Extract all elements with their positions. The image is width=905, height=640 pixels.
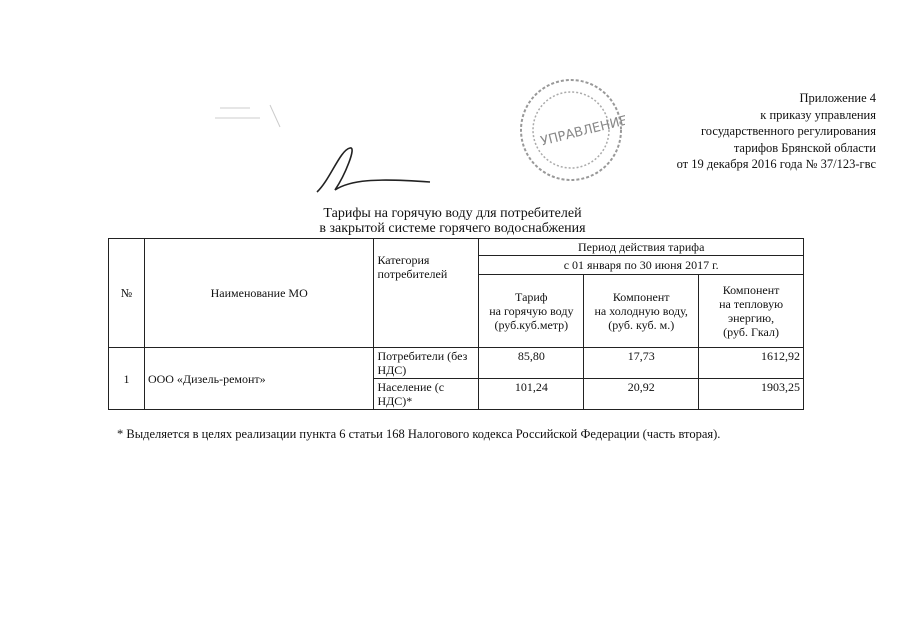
header-period-value: с 01 января по 30 июня 2017 г.: [479, 256, 804, 275]
header-cold-line: Компонент: [612, 290, 670, 304]
appendix-header: [677, 90, 876, 173]
header-component-cold: [584, 275, 699, 348]
table-header-row-1: [109, 239, 804, 256]
tariff-table: [108, 238, 804, 410]
row-tariff: 85,80: [479, 348, 584, 379]
faint-stamp-mark: [210, 100, 290, 130]
table-row: [109, 348, 804, 379]
header-period: Период действия тарифа: [479, 239, 804, 256]
header-cold-line: на холодную воду,: [594, 304, 688, 318]
row-heat: 1612,92: [699, 348, 804, 379]
header-heat-line: Компонент: [722, 283, 780, 297]
header-component-heat: [699, 275, 804, 348]
header-mo-name: Наименование МО: [144, 239, 374, 348]
round-seal-stamp: [517, 76, 625, 184]
appendix-line-1: Приложение 4: [799, 91, 876, 105]
document-title: [0, 206, 905, 236]
appendix-line-3: государственного регулирования: [700, 124, 876, 138]
row-category: Потребители (без НДС): [374, 348, 479, 379]
title-line-1: Тарифы на горячую воду для потребителей: [323, 206, 582, 221]
footnote: * Выделяется в целях реализации пункта 6 статьи 168 Налогового кодекса Российской Федерации (часть вторая).: [117, 427, 721, 441]
header-tariff-line: (руб.куб.метр): [494, 318, 569, 332]
header-tariff-line: на горячую воду: [489, 304, 574, 318]
header-category: Категория потребителей: [374, 239, 479, 348]
org-name: ООО «Дизель-ремонт»: [144, 348, 374, 410]
handwritten-signature: [305, 140, 435, 200]
header-heat-line: (руб. Гкал): [723, 325, 779, 339]
row-heat: 1903,25: [699, 379, 804, 410]
header-tariff-hot: [479, 275, 584, 348]
row-cold: 20,92: [584, 379, 699, 410]
appendix-line-4: тарифов Брянской области: [733, 140, 876, 155]
appendix-line-2: к приказу управления: [760, 107, 876, 122]
appendix-line-5: от 19 декабря 2016 года № 37/123-гвс: [676, 157, 876, 171]
header-tariff-line: Тариф: [515, 290, 548, 304]
svg-text:УПРАВЛЕНИЕ: УПРАВЛЕНИЕ: [539, 113, 625, 150]
row-tariff: 101,24: [479, 379, 584, 410]
row-cold: 17,73: [584, 348, 699, 379]
row-category: Население (с НДС)*: [374, 379, 479, 410]
title-line-2: в закрытой системе горячего водоснабжения: [319, 221, 586, 236]
header-cold-line: (руб. куб. м.): [608, 318, 675, 332]
org-number: 1: [109, 348, 145, 410]
header-heat-line: на тепловую: [719, 297, 784, 311]
header-heat-line: энергию,: [727, 311, 775, 325]
header-number: №: [109, 239, 145, 348]
